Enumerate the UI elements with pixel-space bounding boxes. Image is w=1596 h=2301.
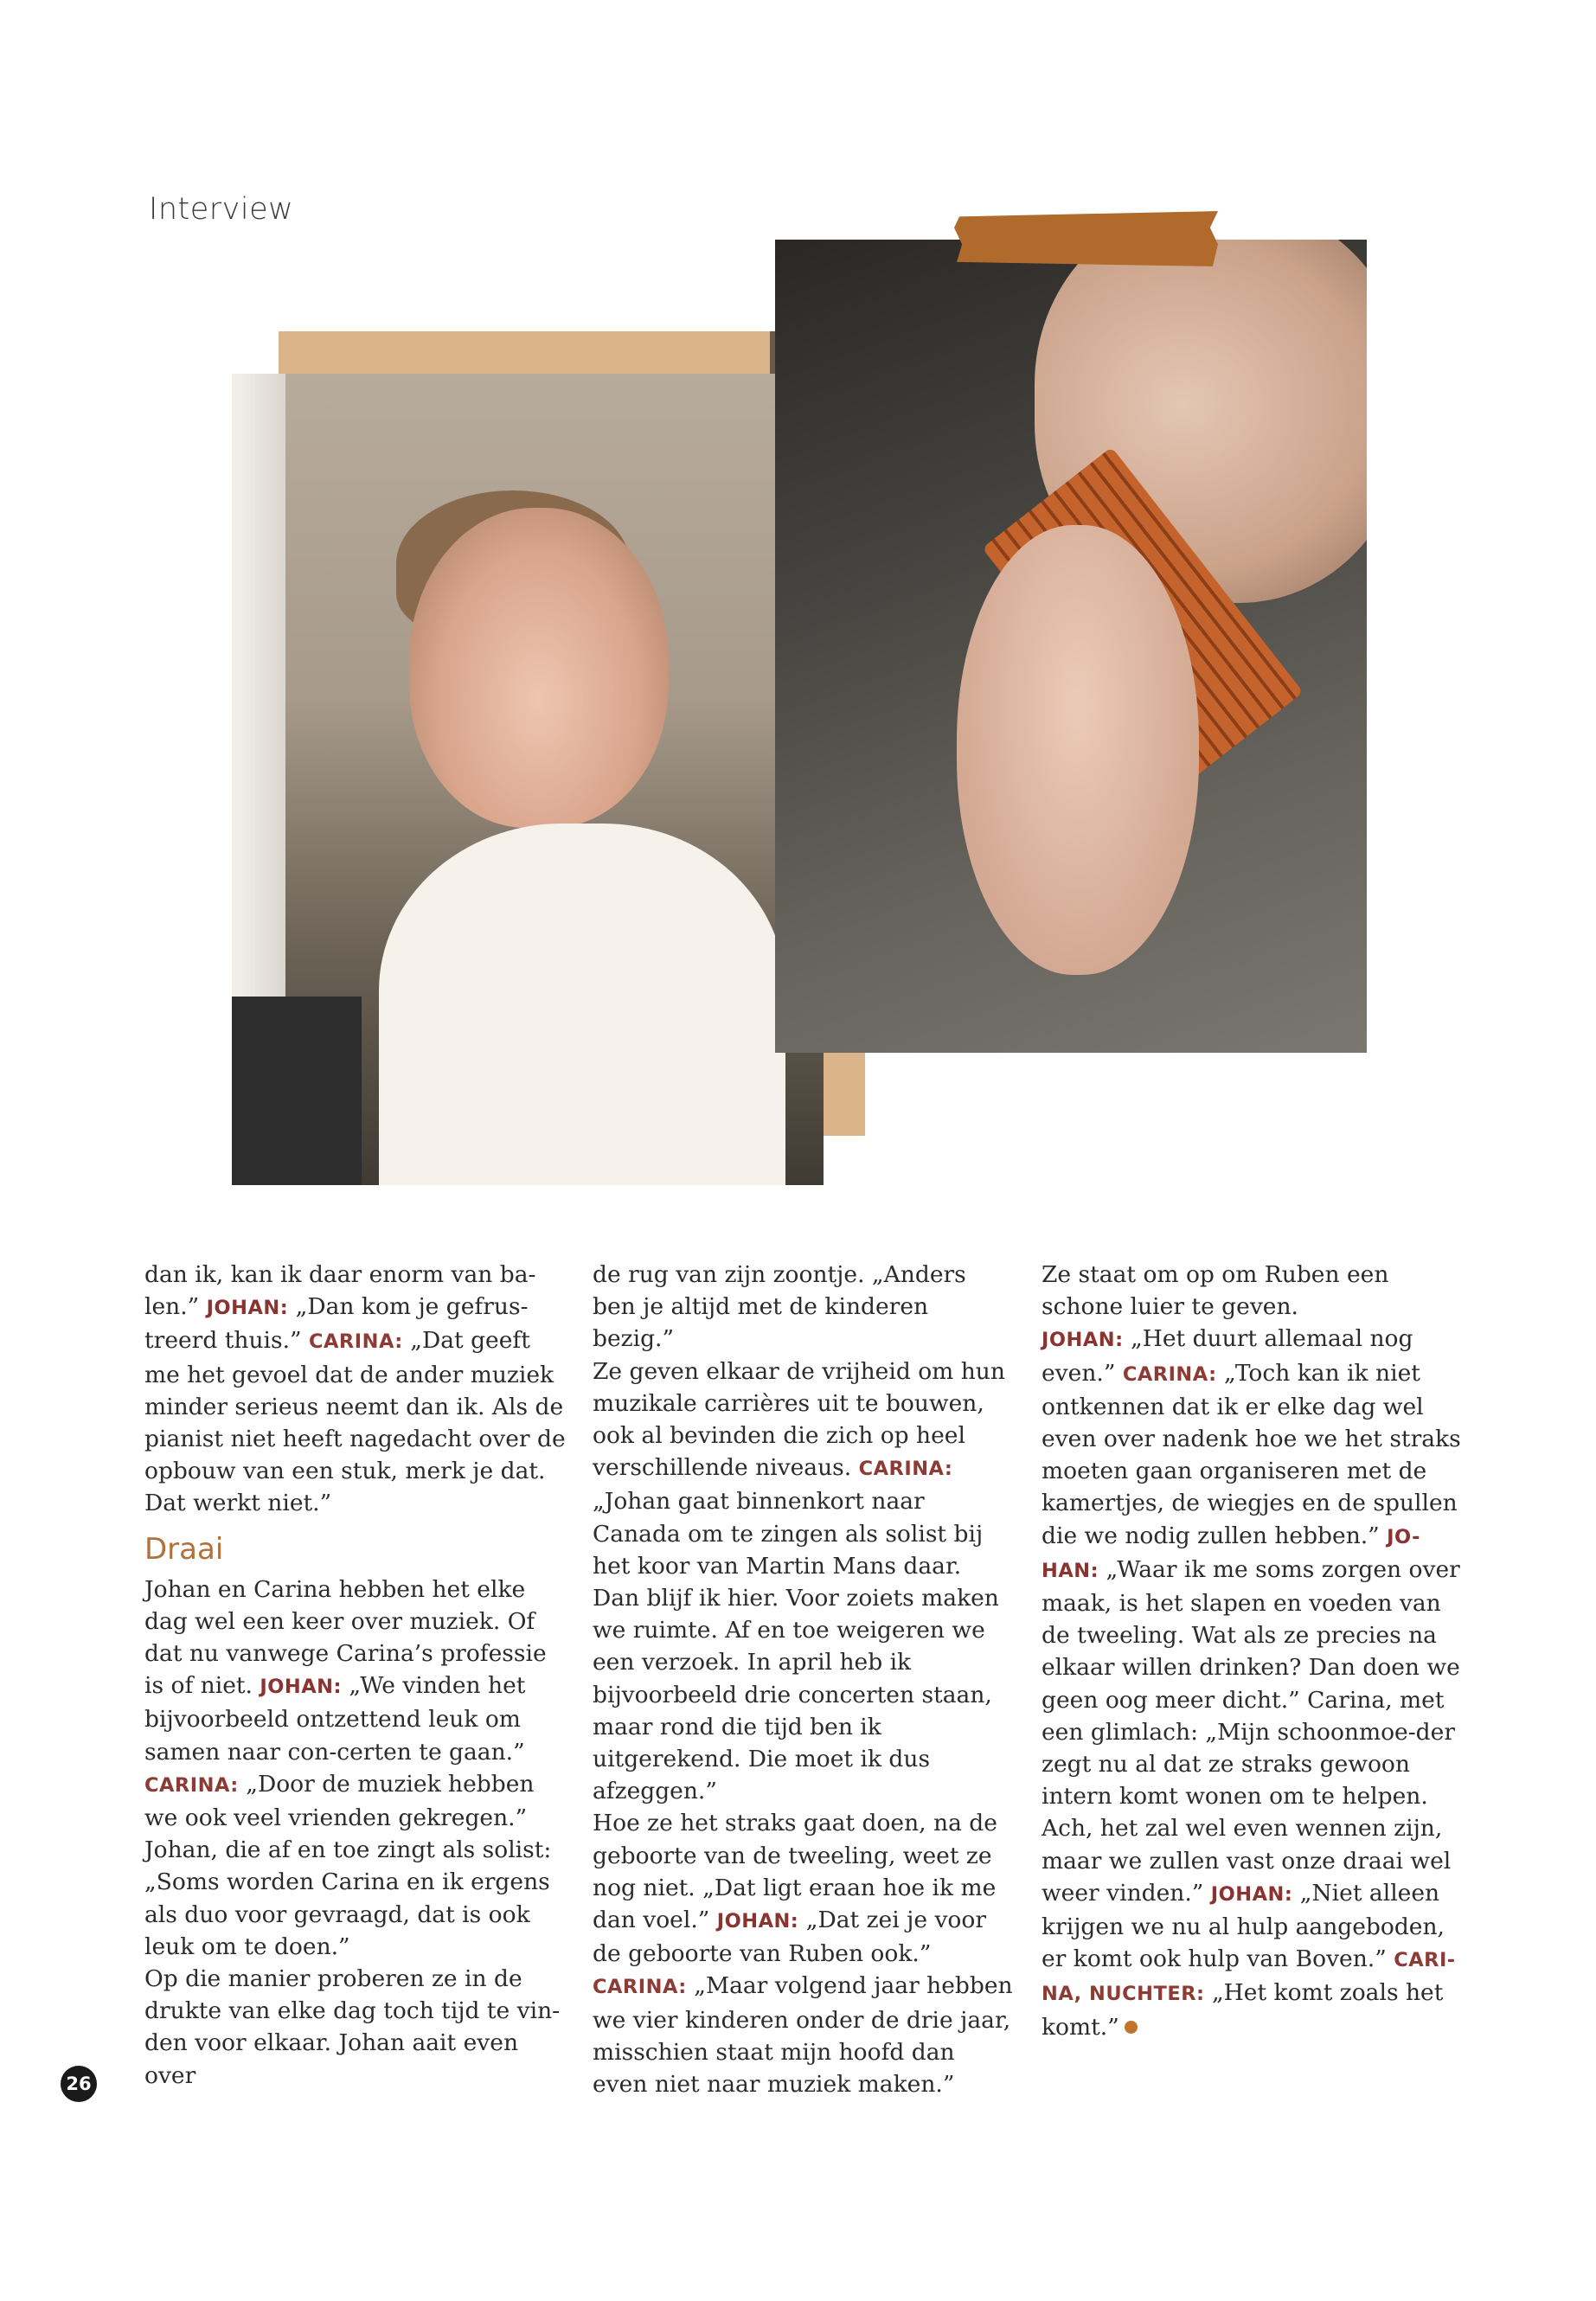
speaker-label: CARINA: xyxy=(309,1330,403,1354)
photo-panflute-closeup xyxy=(775,240,1367,1053)
paragraph: Johan en Carina hebben het elke dag wel een keer over muziek. Of dat nu vanwege Carina’s professie is of niet. JOHAN: „We vinden het bijvoorbeeld ontzettend leuk om samen naar con-certen te gaan.” CARINA: „Door de muziek hebben we ook veel vrienden gekregen.” Johan, die af en toe zingt als solist: „Soms worden Carina en ik ergens als duo voor gevraagd, dat is ook leuk om te doen.” xyxy=(144,1575,552,1960)
speaker-label: CARI-NA, NUCHTER: xyxy=(1042,1949,1456,2006)
speaker-label: JOHAN: xyxy=(1210,1882,1293,1906)
speaker-label: CARINA: xyxy=(593,1976,687,1999)
photo-portrait-carina xyxy=(232,374,824,1185)
text-column-2 xyxy=(593,1259,1015,2100)
speaker-label: JOHAN: xyxy=(260,1676,342,1699)
end-mark-icon xyxy=(1125,2021,1138,2034)
paragraph: Op die manier proberen ze in de drukte van elke dag toch tijd te vin-den voor elkaar. Johan aait even over xyxy=(144,1965,561,2089)
page-number: 26 xyxy=(61,2066,97,2102)
paragraph: JOHAN: „Het duurt allemaal nog even.” CARINA: „Toch kan ik niet ontkennen dat ik er elke dag wel even over nadenk hoe we het straks moeten gaan organiseren met de kamertjes, de wiegjes en de spullen die we nodig zullen hebben.” JO-HAN: „Waar ik me soms zorgen over maak, is het slapen en voeden van de tweeling. Wat als ze precies na elkaar willen drinken? Dan doen we geen oog meer dicht.” Carina, met een glimlach: „Mijn schoonmoe-der zegt nu al dat ze straks gewoon intern komt wonen om te helpen. Ach, het zal wel even wennen zijn, maar we zullen vast onze draai wel weer vinden.” JOHAN: „Niet alleen krijgen we nu al hulp aangeboden, er komt ook hulp van Boven.” CARI-NA, NUCHTER: „Het komt zoals het komt.” xyxy=(1042,1325,1461,2041)
paragraph: de rug van zijn zoontje. „Anders ben je altijd met de kinderen bezig.” xyxy=(593,1261,966,1353)
paragraph: Hoe ze het straks gaat doen, na de geboorte van de tweeling, weet ze nog niet. „Dat ligt eraan hoe ik me dan voel.” JOHAN: „Dat zei je voor de geboorte van Ruben ook.” CARINA: „Maar volgend jaar hebben we vier kinderen onder de drie jaar, misschien staat mijn hoofd dan even niet naar muziek maken.” xyxy=(593,1810,1013,2099)
paragraph: dan ik, kan ik daar enorm van ba-len.” JOHAN: „Dan kom je gefrus-treerd thuis.” CARINA: „Dat geeft me het gevoel dat de ander muziek minder serieus neemt dan ik. Als de pianist niet heeft nagedacht over de opbouw van een stuk, merk je dat. Dat werkt niet.” xyxy=(144,1261,566,1517)
text-column-1 xyxy=(144,1259,567,2092)
speaker-label: CARINA: xyxy=(1122,1362,1217,1386)
subheading: Draai xyxy=(144,1531,224,1567)
paragraph: Ze staat om op om Ruben een schone luier te geven. xyxy=(1042,1261,1389,1321)
text-column-3 xyxy=(1042,1259,1464,2043)
section-label: Interview xyxy=(149,192,294,227)
speaker-label: JOHAN: xyxy=(206,1297,289,1320)
speaker-label: CARINA: xyxy=(144,1773,239,1797)
tape-decoration xyxy=(954,211,1218,266)
paragraph: Ze geven elkaar de vrijheid om hun muzikale carrières uit te bouwen, ook al bevinden die zich op heel verschillende niveaus. CARINA: „Johan gaat binnenkort naar Canada om te zingen als solist bij het koor van Martin Mans daar. Dan blijf ik hier. Voor zoiets maken we ruimte. Af en toe weigeren we een verzoek. In april heb ik bijvoorbeeld drie concerten staan, maar rond die tijd ben ik uitgerekend. Die moet ik dus afzeggen.” xyxy=(593,1357,1005,1805)
speaker-label: JO-HAN: xyxy=(1042,1525,1420,1582)
speaker-label: JOHAN: xyxy=(1042,1329,1124,1352)
speaker-label: CARINA: xyxy=(858,1458,953,1481)
speaker-label: JOHAN: xyxy=(716,1910,799,1933)
